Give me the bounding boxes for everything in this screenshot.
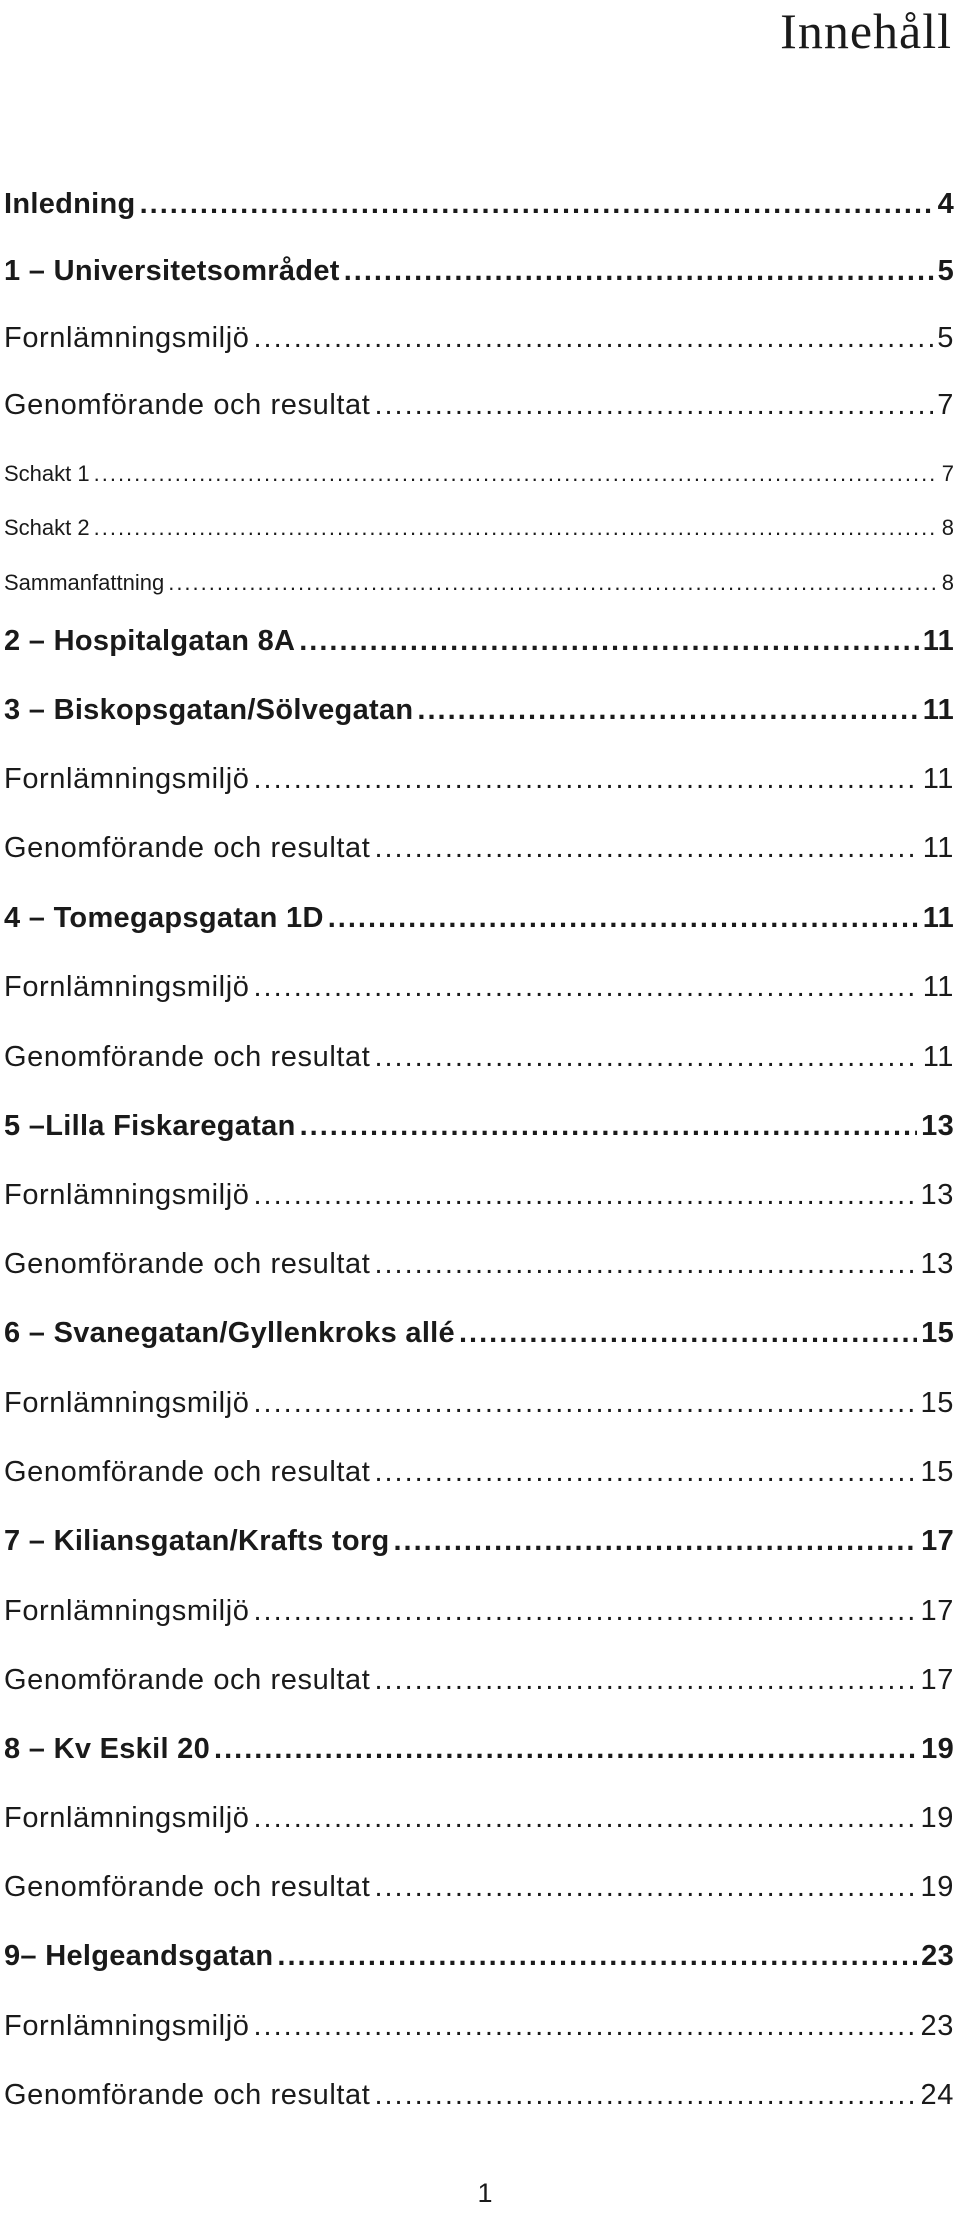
toc-entry[interactable]	[4, 1871, 954, 1904]
toc-entry-page-number: 17	[921, 1525, 954, 1557]
toc-entry[interactable]	[4, 1456, 954, 1489]
toc-entry[interactable]	[4, 255, 954, 288]
toc-entry-page-number: 24	[920, 2079, 954, 2111]
toc-entry-label: Genomförande och resultat	[4, 1041, 371, 1073]
toc-dot-leader	[374, 1041, 918, 1074]
toc-entry[interactable]	[4, 2010, 954, 2043]
toc-entry[interactable]	[4, 322, 954, 355]
toc-entry-label: 8 – Kv Eskil 20	[4, 1733, 211, 1765]
toc-dot-leader	[140, 188, 934, 221]
toc-entry-label: 6 – Svanegatan/Gyllenkroks allé	[4, 1317, 455, 1349]
toc-dot-leader	[344, 255, 934, 288]
toc-entry-page-number: 8	[941, 570, 954, 595]
toc-entry[interactable]	[4, 694, 954, 727]
toc-dot-leader	[374, 832, 918, 865]
toc-dot-leader	[254, 763, 919, 796]
toc-dot-leader	[254, 971, 919, 1004]
toc-entry[interactable]	[4, 971, 954, 1004]
toc-dot-leader	[300, 1110, 918, 1143]
toc-entry-page-number: 15	[920, 1456, 954, 1488]
toc-dot-leader	[374, 1248, 916, 1281]
toc-dot-leader	[374, 389, 933, 422]
toc-entry-page-number: 8	[941, 515, 954, 540]
toc-entry-label: Schakt 1	[4, 461, 90, 486]
toc-entry[interactable]	[4, 1179, 954, 1212]
toc-entry[interactable]	[4, 1802, 954, 1835]
toc-entry[interactable]	[4, 570, 954, 596]
toc-entry[interactable]	[4, 625, 954, 658]
toc-entry[interactable]	[4, 188, 954, 221]
toc-entry-page-number: 23	[920, 2010, 954, 2042]
toc-entry-page-number: 11	[922, 902, 954, 934]
toc-entry-label: Genomförande och resultat	[4, 2079, 371, 2111]
toc-entry-page-number: 23	[921, 1940, 954, 1972]
toc-entry-page-number: 11	[922, 971, 954, 1003]
toc-entry-label: Fornlämningsmiljö	[4, 1802, 250, 1834]
toc-dot-leader	[394, 1525, 918, 1558]
toc-entry-page-number: 19	[920, 1802, 954, 1834]
toc-entry-page-number: 7	[937, 389, 954, 421]
toc-entry-label: Fornlämningsmiljö	[4, 1179, 250, 1211]
toc-dot-leader	[254, 322, 934, 355]
toc-entry-page-number: 13	[920, 1248, 954, 1280]
toc-dot-leader	[254, 1802, 917, 1835]
toc-entry-label: Genomförande och resultat	[4, 1248, 371, 1280]
toc-entry-label: Genomförande och resultat	[4, 832, 371, 864]
toc-entry-label: Genomförande och resultat	[4, 1871, 371, 1903]
toc-entry[interactable]	[4, 1733, 954, 1766]
toc-entry-page-number: 13	[921, 1110, 954, 1142]
toc-dot-leader	[374, 1664, 916, 1697]
toc-entry[interactable]	[4, 2079, 954, 2112]
toc-entry-label: Fornlämningsmiljö	[4, 2010, 250, 2042]
toc-entry-label: 1 – Universitetsområdet	[4, 255, 340, 287]
toc-entry-label: 5 –Lilla Fiskaregatan	[4, 1110, 296, 1142]
toc-entry-page-number: 19	[921, 1733, 954, 1765]
toc-entry[interactable]	[4, 1317, 954, 1350]
toc-dot-leader	[374, 1871, 916, 1904]
toc-entry[interactable]	[4, 461, 954, 487]
toc-entry-label: Genomförande och resultat	[4, 389, 371, 421]
toc-dot-leader	[94, 461, 938, 487]
toc-dot-leader	[277, 1940, 917, 1973]
toc-entry[interactable]	[4, 389, 954, 422]
toc-entry[interactable]	[4, 1595, 954, 1628]
toc-dot-leader	[168, 570, 938, 596]
toc-dot-leader	[417, 694, 918, 727]
toc-entry-page-number: 11	[922, 763, 954, 795]
toc-entry[interactable]	[4, 832, 954, 865]
toc-entry-label: Genomförande och resultat	[4, 1456, 371, 1488]
toc-dot-leader	[374, 2079, 916, 2112]
page-title: Innehåll	[780, 3, 952, 59]
toc-entry-label: 9– Helgeandsgatan	[4, 1940, 274, 1972]
toc-entry-page-number: 13	[920, 1179, 954, 1211]
toc-dot-leader	[214, 1733, 917, 1766]
toc-entry[interactable]	[4, 902, 954, 935]
toc-dot-leader	[328, 902, 919, 935]
toc-entry-page-number: 17	[920, 1664, 954, 1696]
page-number: 1	[477, 2178, 493, 2208]
toc-entry-page-number: 11	[922, 832, 954, 864]
toc-entry-page-number: 15	[920, 1387, 954, 1419]
toc-entry-label: Genomförande och resultat	[4, 1664, 371, 1696]
toc-entry-page-number: 5	[937, 322, 954, 354]
toc-entry-page-number: 11	[922, 694, 954, 726]
toc-entry-page-number: 11	[922, 1041, 954, 1073]
toc-entry-label: 7 – Kiliansgatan/Krafts torg	[4, 1525, 390, 1557]
toc-entry-page-number: 15	[921, 1317, 954, 1349]
toc-entry[interactable]	[4, 1248, 954, 1281]
toc-entry-page-number: 11	[922, 625, 954, 657]
toc-dot-leader	[254, 1387, 917, 1420]
toc-dot-leader	[254, 2010, 917, 2043]
toc-entry[interactable]	[4, 1525, 954, 1558]
toc-entry-page-number: 19	[920, 1871, 954, 1903]
toc-entry[interactable]	[4, 1664, 954, 1697]
toc-entry-label: Fornlämningsmiljö	[4, 763, 250, 795]
toc-entry-label: Fornlämningsmiljö	[4, 1387, 250, 1419]
toc-entry-label: Fornlämningsmiljö	[4, 1595, 250, 1627]
toc-entry-label: Inledning	[4, 188, 136, 220]
toc-entry[interactable]	[4, 1110, 954, 1143]
toc-dot-leader	[254, 1179, 917, 1212]
toc-entry[interactable]	[4, 763, 954, 796]
toc-entry-page-number: 5	[937, 255, 954, 287]
toc-entry-page-number: 17	[920, 1595, 954, 1627]
toc-entry-label: 2 – Hospitalgatan 8A	[4, 625, 296, 657]
toc-entry-label: Schakt 2	[4, 515, 90, 540]
toc-entry[interactable]	[4, 1940, 954, 1973]
toc-dot-leader	[94, 515, 938, 541]
toc-entry-label: Sammanfattning	[4, 570, 165, 595]
toc-entry[interactable]	[4, 1041, 954, 1074]
toc-entry[interactable]	[4, 1387, 954, 1420]
toc-dot-leader	[374, 1456, 916, 1489]
toc-entry-label: 3 – Biskopsgatan/Sölvegatan	[4, 694, 414, 726]
toc-entry[interactable]	[4, 515, 954, 541]
toc-entry-label: Fornlämningsmiljö	[4, 322, 250, 354]
toc-entry-label: 4 – Tomegapsgatan 1D	[4, 902, 324, 934]
toc-entry-page-number: 7	[941, 461, 954, 486]
toc-dot-leader	[299, 625, 918, 658]
toc-dot-leader	[254, 1595, 917, 1628]
toc-entry-page-number: 4	[937, 188, 954, 220]
toc-dot-leader	[459, 1317, 917, 1350]
toc-entry-label: Fornlämningsmiljö	[4, 971, 250, 1003]
